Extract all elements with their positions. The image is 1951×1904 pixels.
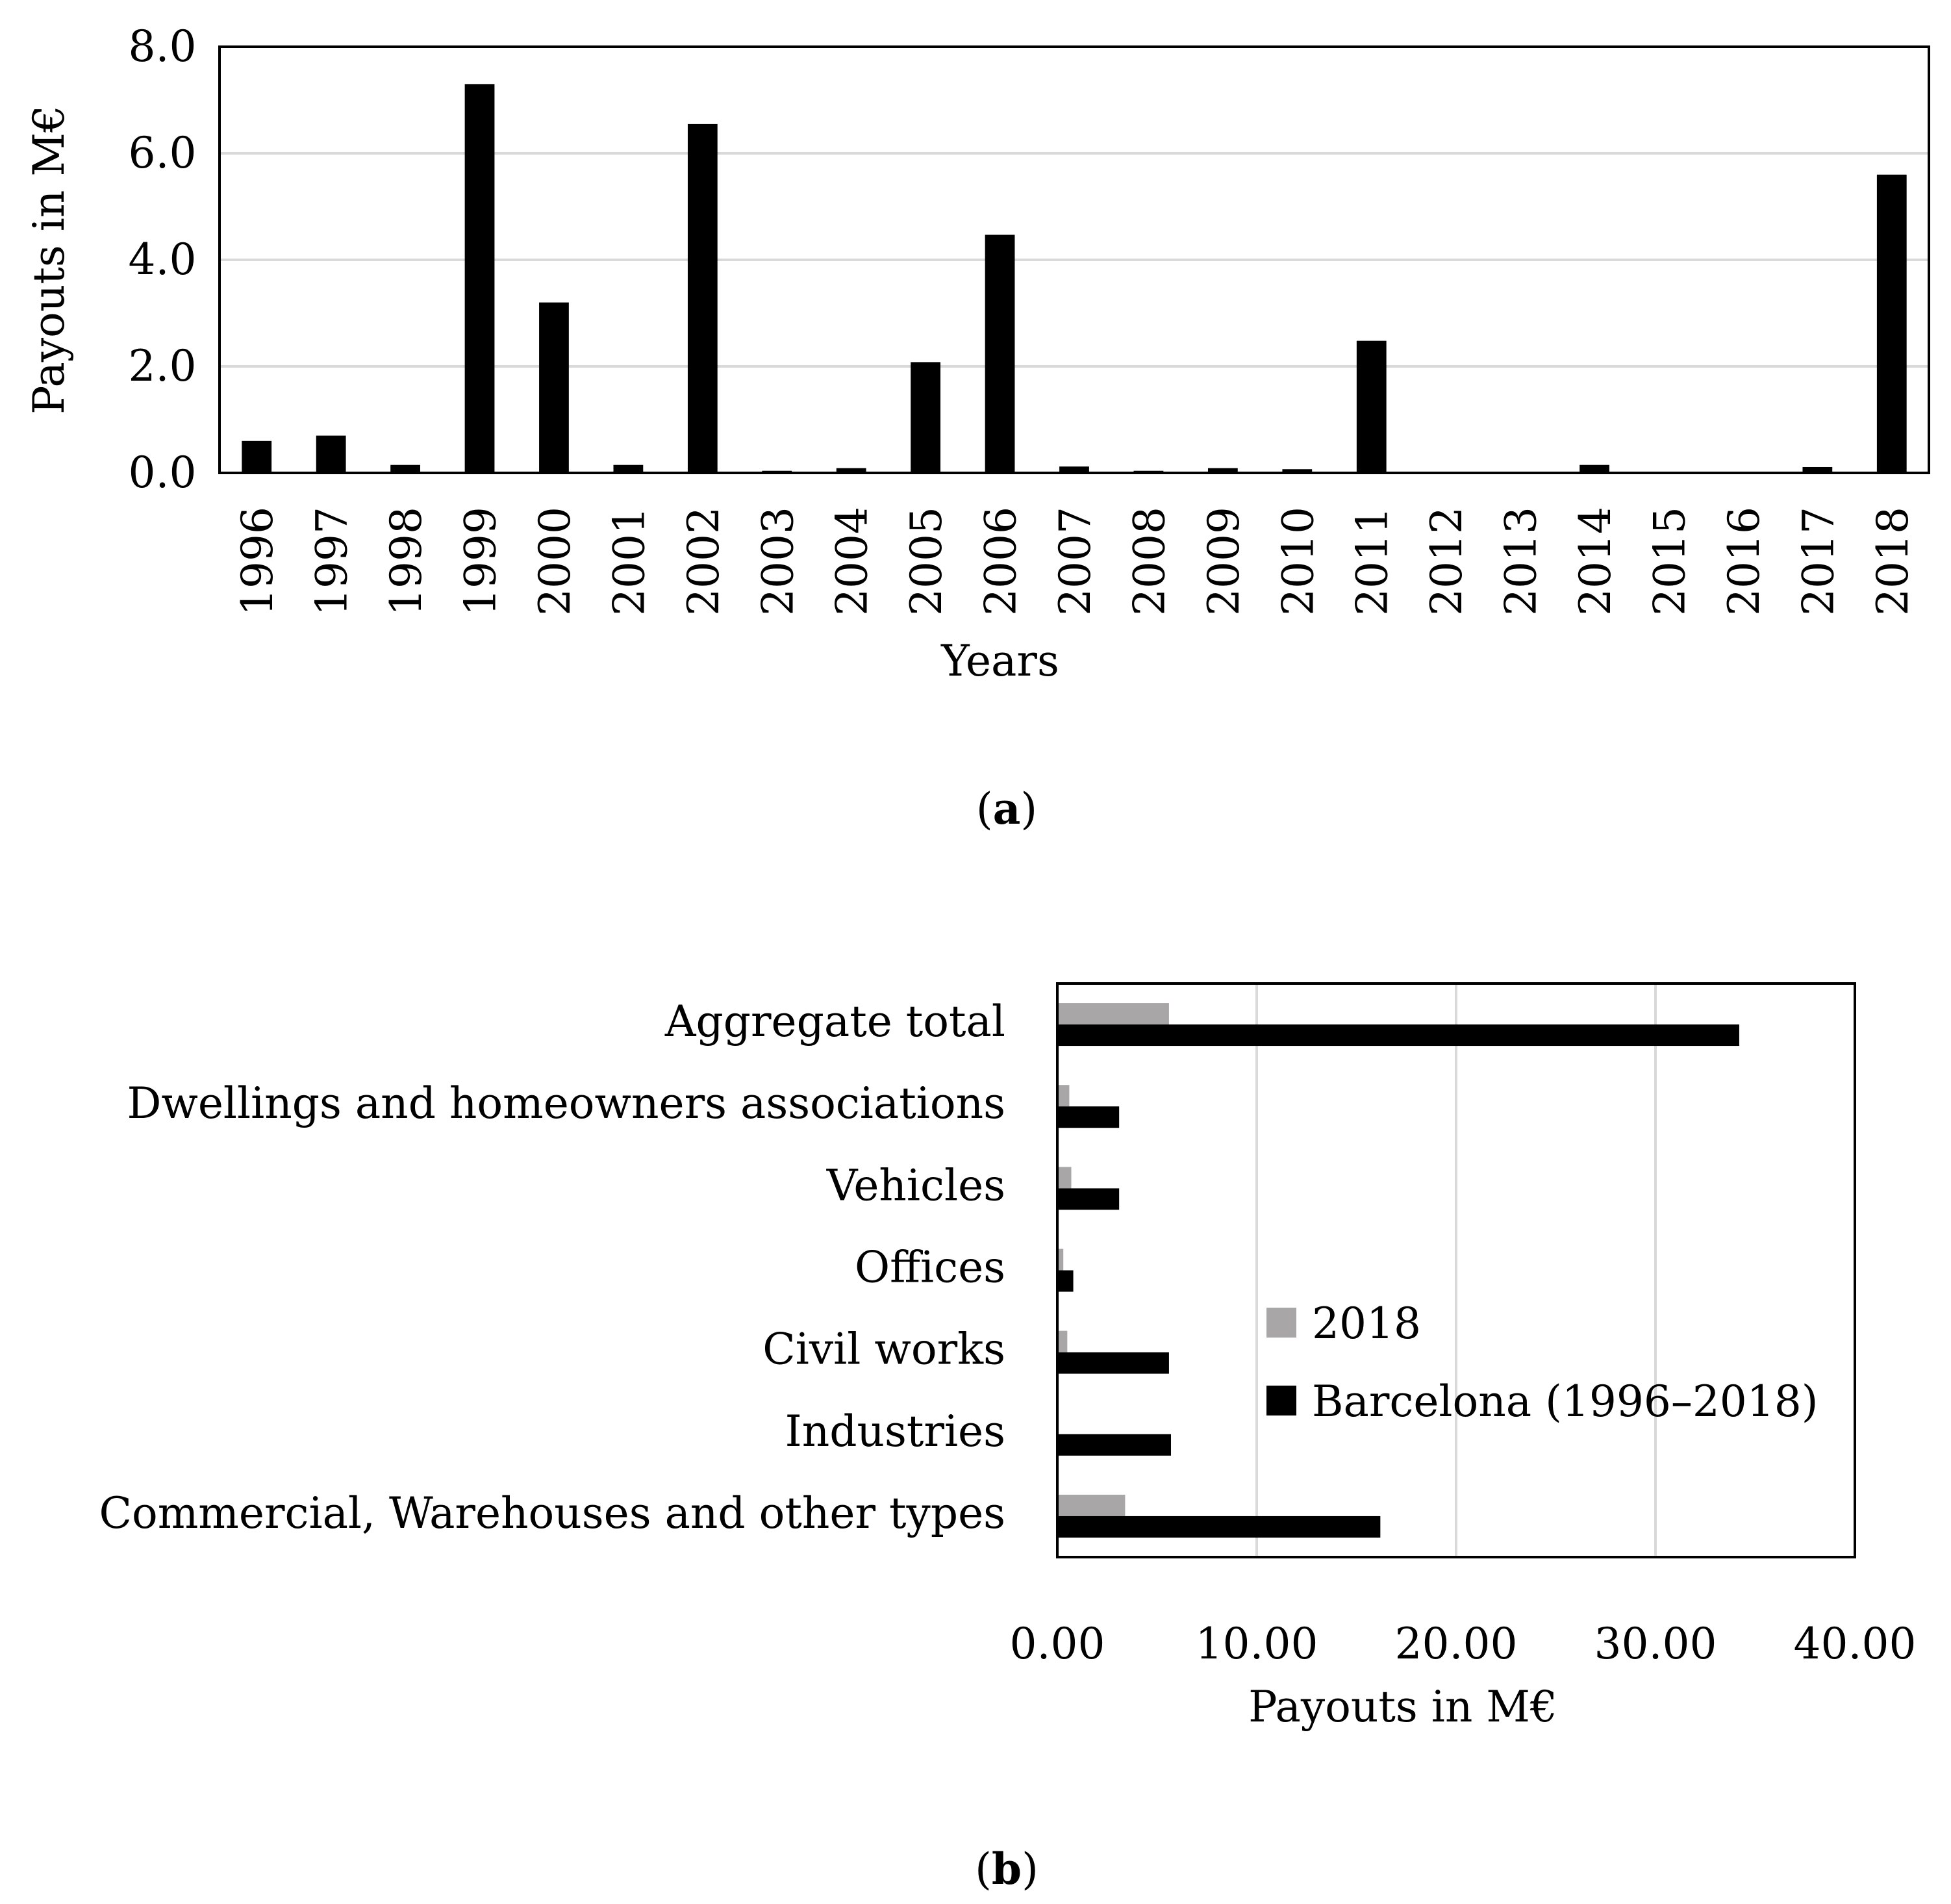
- chart-a-x-tick-label: 1998: [381, 507, 432, 616]
- chart-a-x-tick-label: 2013: [1496, 507, 1546, 616]
- chart-a-bar: [1877, 175, 1907, 473]
- chart-a-y-tick-label: 0.0: [128, 448, 197, 498]
- chart-a-bar: [911, 362, 940, 473]
- chart-b-bar-barcelona: [1057, 1516, 1380, 1538]
- chart-b-category-label: Offices: [855, 1242, 1005, 1293]
- chart-b-bar-barcelona: [1057, 1434, 1171, 1456]
- chart-a-y-tick-label: 4.0: [128, 235, 197, 285]
- chart-a-x-tick-label: 2011: [1347, 507, 1398, 616]
- chart-a-y-tick-label: 6.0: [128, 128, 197, 178]
- chart-b-category-label: Industries: [785, 1406, 1005, 1456]
- chart-b-x-axis-title: Payouts in M€: [1248, 1682, 1557, 1732]
- chart-a-x-tick-label: 2018: [1867, 507, 1918, 616]
- chart-b-bar-barcelona: [1057, 1352, 1169, 1374]
- chart-a-x-tick-label: 2005: [901, 507, 952, 616]
- chart-b-category-label: Vehicles: [826, 1160, 1005, 1211]
- chart-a-bar: [985, 235, 1015, 473]
- chart-a-x-tick-label: 2008: [1124, 507, 1175, 616]
- chart-b-bar-2018: [1057, 1085, 1069, 1106]
- chart-a-bar: [539, 303, 569, 473]
- chart-b-bar-2018: [1057, 1167, 1071, 1188]
- chart-b-bars: [1057, 1003, 1739, 1538]
- chart-a-x-tick-label: 2012: [1422, 507, 1472, 616]
- chart-a-bar: [1357, 341, 1387, 473]
- chart-b-bar-2018: [1057, 1331, 1067, 1352]
- chart-b-bar-barcelona: [1057, 1188, 1119, 1210]
- chart-a-y-axis-title: Payouts in M€: [24, 105, 74, 414]
- chart-a-x-tick-label: 2000: [529, 507, 580, 616]
- chart-b-x-tick-label: 20.00: [1394, 1619, 1518, 1669]
- panel-b-letter: b: [991, 1844, 1022, 1894]
- legend-swatch-2018: [1266, 1308, 1296, 1338]
- chart-a-x-tick-label: 1996: [233, 507, 283, 616]
- chart-a-x-tick-label: 1997: [307, 507, 357, 616]
- chart-a-x-tick-label: 2016: [1718, 507, 1769, 616]
- chart-a-x-tick-label: 2001: [604, 507, 655, 616]
- chart-a-x-tick-label: 1999: [455, 507, 506, 616]
- chart-a-y-tick-label: 8.0: [128, 21, 197, 71]
- chart-a-x-tick-label: 2017: [1793, 507, 1844, 616]
- chart-b-x-tick-labels: [1010, 1619, 1917, 1669]
- chart-a-bar: [465, 84, 495, 473]
- chart-b-category-labels: [99, 996, 1005, 1538]
- chart-a-x-tick-label: 2002: [678, 507, 729, 616]
- chart-a-x-tick-label: 2014: [1570, 507, 1621, 616]
- chart-a-bars: [242, 84, 1906, 473]
- chart-b-bar-barcelona: [1057, 1106, 1119, 1128]
- legend-swatch-barcelona: [1266, 1386, 1296, 1415]
- chart-a-x-tick-label: 2007: [1050, 507, 1100, 616]
- chart-b-bar-barcelona: [1057, 1024, 1739, 1046]
- chart-a-bar: [688, 124, 718, 473]
- chart-b-gridlines: [1257, 984, 1655, 1557]
- chart-b-category-label: Dwellings and homeowners associations: [127, 1078, 1005, 1129]
- chart-b-x-tick-label: 30.00: [1594, 1619, 1717, 1669]
- chart-a-y-tick-label: 2.0: [128, 341, 197, 391]
- chart-b-category-label: Civil works: [762, 1324, 1005, 1375]
- chart-b-category-label: Aggregate total: [664, 996, 1005, 1047]
- chart-a-x-tick-label: 2015: [1644, 507, 1695, 616]
- chart-b-x-tick-label: 10.00: [1195, 1619, 1318, 1669]
- chart-a-x-tick-label: 2003: [753, 507, 803, 616]
- chart-a-x-tick-label: 2009: [1198, 507, 1249, 616]
- chart-a-x-tick-label: 2004: [827, 507, 877, 616]
- panel-a-letter: a: [992, 783, 1021, 834]
- chart-b-x-tick-label: 40.00: [1793, 1619, 1917, 1669]
- chart-a-bar: [242, 441, 271, 473]
- panel-a-label: (a): [976, 783, 1038, 834]
- chart-b-legend: [1266, 1299, 1819, 1427]
- chart-a-x-tick-label: 2006: [976, 507, 1026, 616]
- legend-label-barcelona: Barcelona (1996–2018): [1312, 1377, 1819, 1427]
- chart-a-x-axis-title: Years: [941, 636, 1059, 686]
- chart-a: [24, 21, 1929, 834]
- chart-b: [99, 984, 1916, 1894]
- chart-b-category-label: Commercial, Warehouses and other types: [99, 1488, 1005, 1538]
- chart-b-bar-barcelona: [1057, 1271, 1074, 1292]
- panel-b-label: (b): [975, 1844, 1038, 1894]
- chart-a-bar: [316, 436, 346, 473]
- chart-b-x-tick-label: 0.00: [1009, 1619, 1105, 1669]
- chart-b-bar-2018: [1057, 1495, 1125, 1516]
- chart-a-x-tick-labels: [233, 507, 1918, 616]
- chart-b-bar-2018: [1057, 1003, 1169, 1024]
- legend-label-2018: 2018: [1312, 1299, 1421, 1349]
- chart-a-x-tick-label: 2010: [1273, 507, 1324, 616]
- chart-a-y-tick-labels: [129, 21, 197, 498]
